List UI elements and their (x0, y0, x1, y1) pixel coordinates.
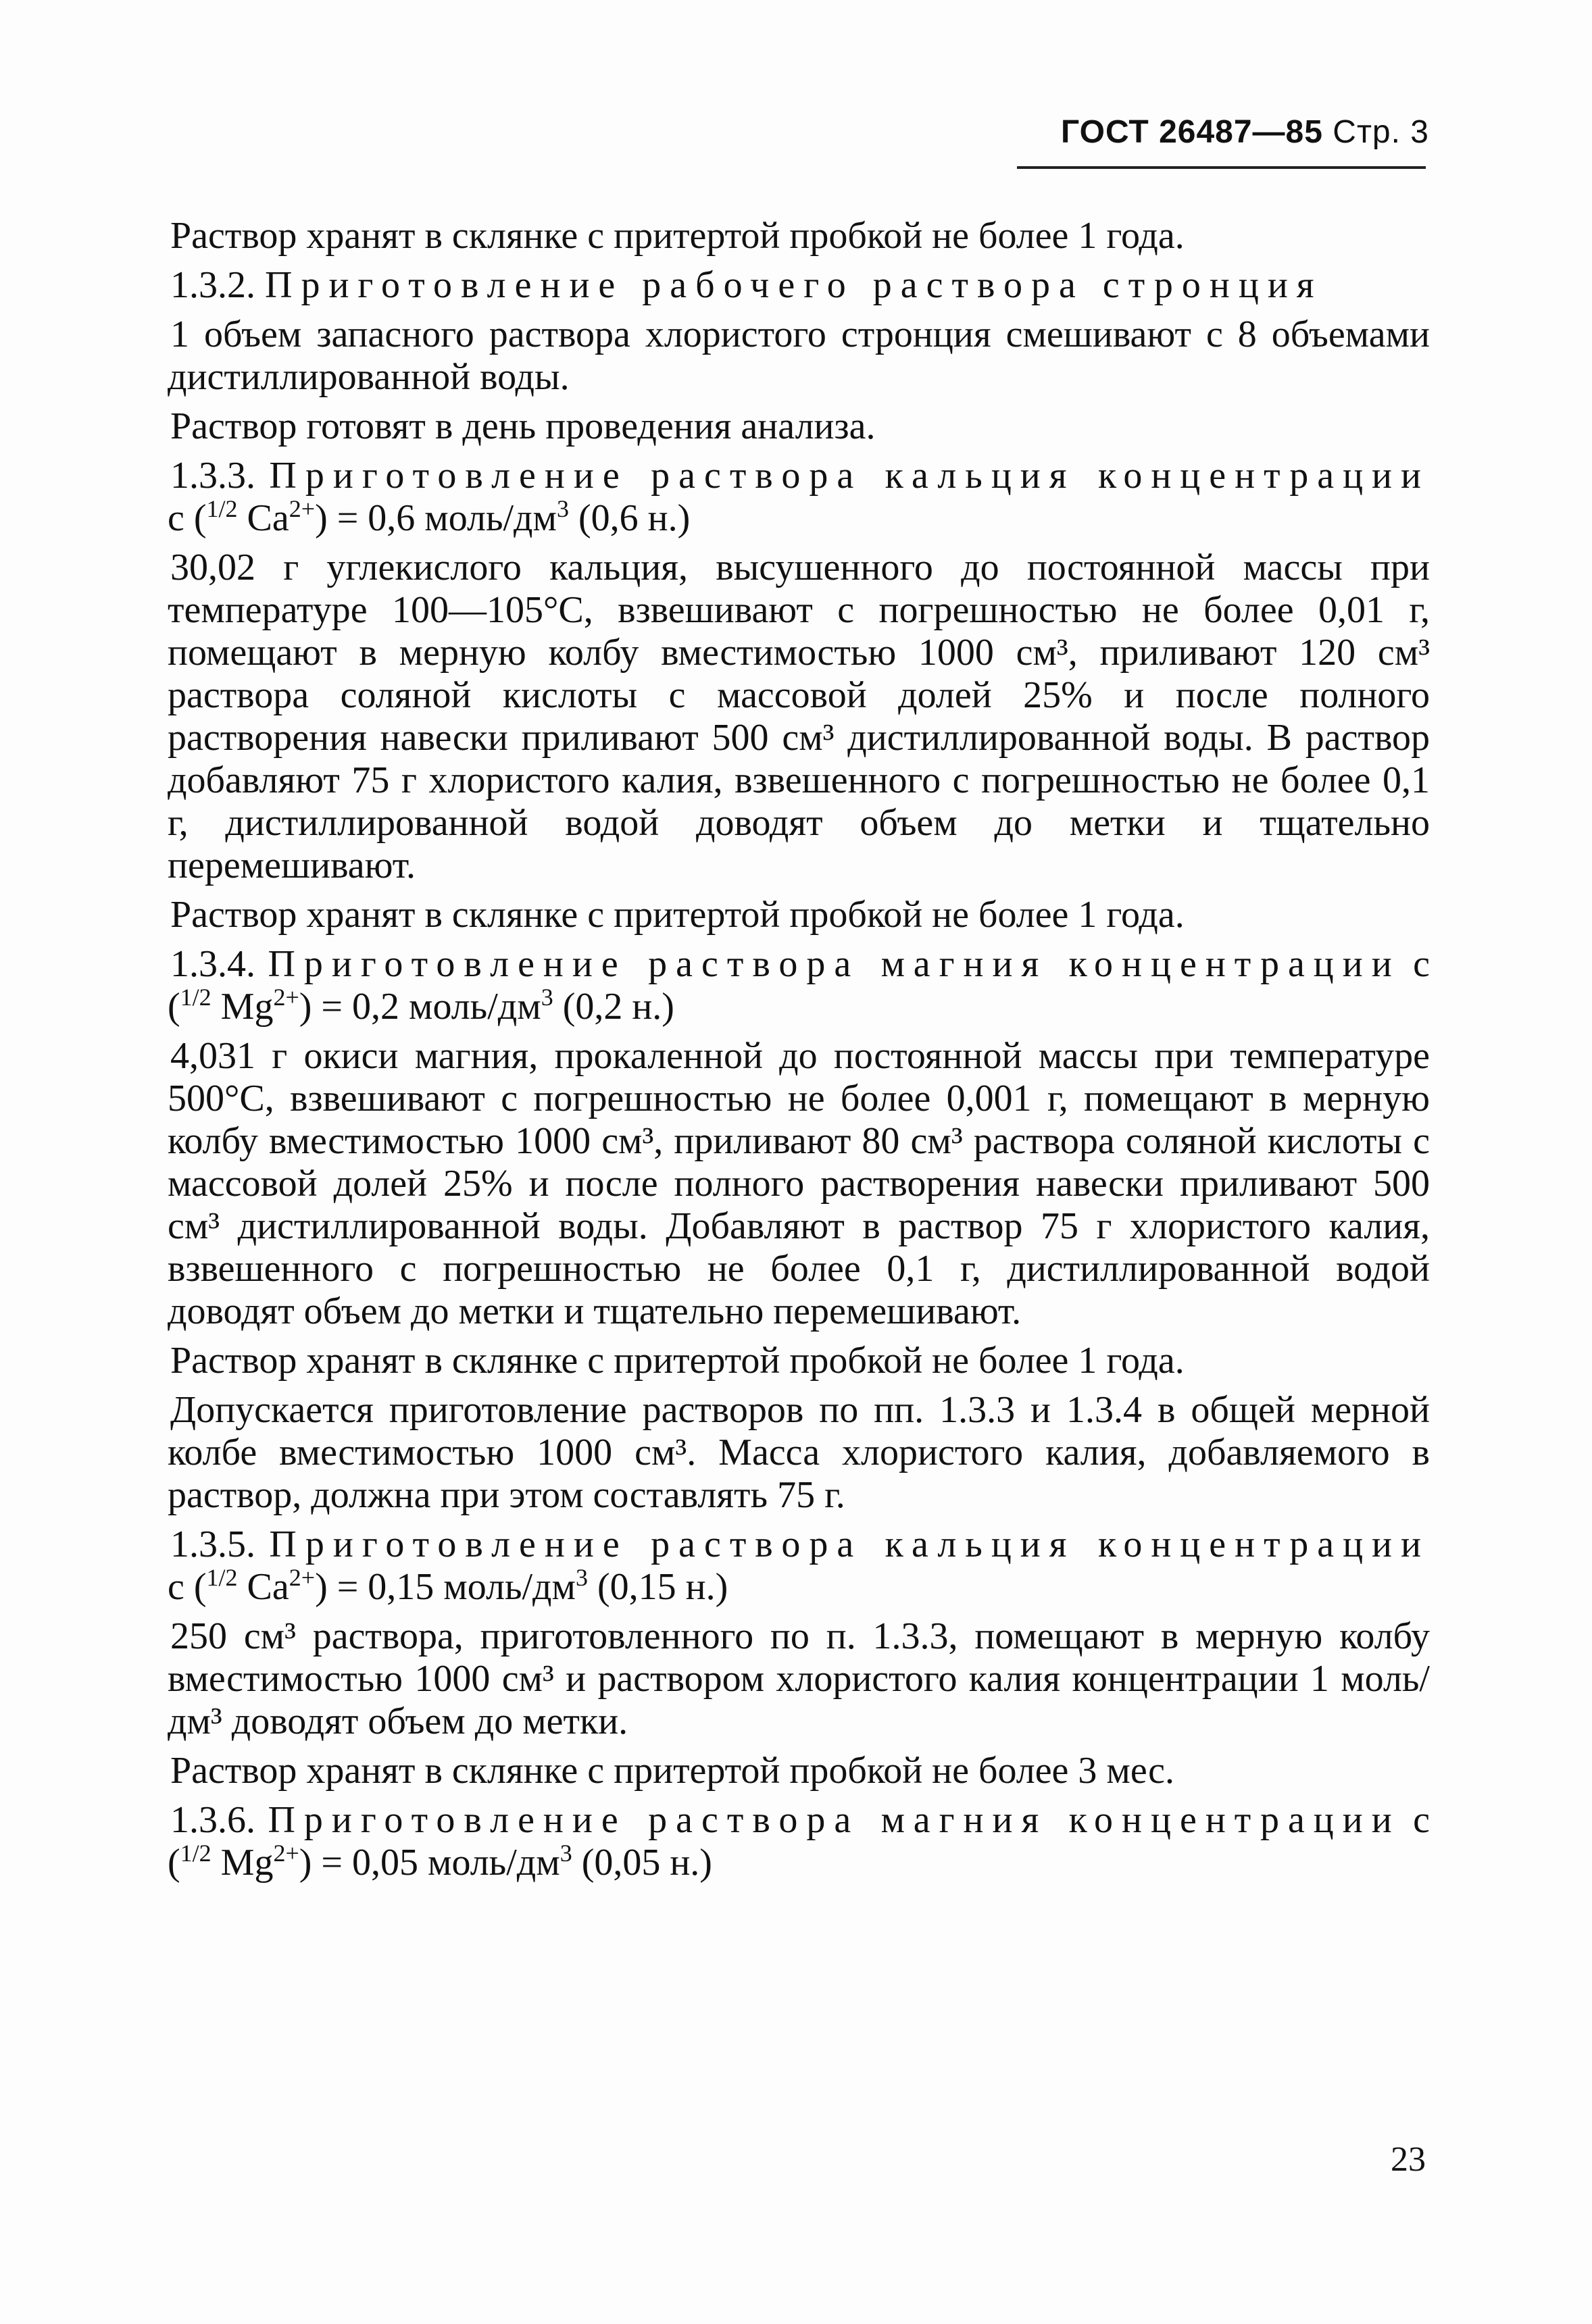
section-heading-1-3-5 (168, 1523, 1430, 1609)
formula: с ($^{1/2}$ $Ca^{2+}) = 0,15$ моль/$дм^3$ (0,15 н.) (168, 1564, 728, 1608)
section-heading-1-3-6 (168, 1799, 1430, 1884)
paragraph: Допускается приготовление растворов по пп. 1.3.3 и 1.3.4 в общей мерной колбе вместимостью 1000 см³. Масса хлористого калия, добавляемого в раствор, должна при этом составлять 75 г. (168, 1389, 1430, 1516)
header-rule (1017, 166, 1426, 169)
paragraph: Раствор хранят в склянке с притертой пробкой не более 1 года. (170, 894, 1185, 936)
section-number: 1.3.4. (170, 943, 255, 985)
paragraph: Раствор хранят в склянке с притертой пробкой не более 3 мес. (170, 1750, 1174, 1792)
section-heading-1-3-4 (168, 943, 1430, 1028)
section-number: 1.3.2. (170, 264, 255, 306)
paragraph: 30,02 г углекислого кальция, высушенного до постоянной массы при температуре 100—105°С, взвешивают с погрешностью не более 0,01 г, помещают в мерную колбу вместимостью 1000 см³, приливают 120 см³ раствора соляной кислоты с массовой долей 25% и после полного растворения навески приливают 500 см³ дистиллированной воды. В раствор добавляют 75 г хлористого калия, взвешенного с погрешностью не более 0,1 г, дистиллированной водой доводят объем до метки и тщательно перемешивают. (168, 547, 1430, 886)
section-number: 1.3.6. (170, 1799, 255, 1841)
page-number: 23 (1391, 2140, 1426, 2179)
formula: с ($^{1/2}$ $Mg^{2+}) = 0,2$ моль/$дм^3$ (0,2 н.) (168, 943, 1431, 1028)
paragraph: 4,031 г окиси магния, прокаленной до постоянной массы при температуре 500°С, взвешивают с погрешностью не более 0,001 г, помещают в мерную колбу вместимостью 1000 см³, приливают 80 см³ раствора соляной кислоты с массовой долей 25% и после полного растворения навески приливают 500 см³ дистиллированной воды. Добавляют в раствор 75 г хлористого калия, взвешенного с погрешностью не более 0,1 г, дистиллированной водой доводят объем до метки и тщательно перемешивают. (168, 1035, 1430, 1332)
paragraph: 250 см³ раствора, приготовленного по п. 1.3.3, помещают в мерную колбу вместимостью 1000 см³ и раствором хлористого калия концентрации 1 моль/дм³ доводят объем до метки. (168, 1615, 1430, 1742)
paragraph: Раствор хранят в склянке с притертой пробкой не более 1 года. (170, 215, 1185, 257)
section-title: Приготовление раствора кальция концентрации (269, 455, 1430, 497)
formula: с ($^{1/2}$ $Ca^{2+}) = 0,6$ моль/$дм^3$ (0,6 н.) (168, 495, 691, 539)
section-title: Приготовление раствора кальция концентрации (269, 1523, 1430, 1565)
page-label: Стр. 3 (1333, 114, 1429, 150)
section-title: Приготовление раствора магния концентрации (268, 1799, 1401, 1841)
section-title: Приготовление рабочего раствора стронция (265, 264, 1323, 306)
paragraph: Раствор готовят в день проведения анализа. (170, 405, 876, 447)
paragraph: Раствор хранят в склянке с притертой пробкой не более 1 года. (170, 1340, 1185, 1382)
section-title: Приготовление раствора магния концентрации (268, 943, 1401, 985)
section-number: 1.3.3. (170, 455, 255, 497)
formula: с ($^{1/2}$ $Mg^{2+}) = 0,05$ моль/$дм^3$ (0,05 н.) (168, 1799, 1431, 1884)
standard-number: ГОСТ 26487—85 (1061, 114, 1323, 150)
section-number: 1.3.5. (170, 1523, 255, 1565)
paragraph: 1 объем запасного раствора хлористого стронция смешивают с 8 объемами дистиллированной воды. (168, 313, 1430, 398)
page-header (1051, 113, 1429, 151)
section-heading-1-3-3 (168, 455, 1430, 540)
section-heading-1-3-2 (168, 264, 1430, 307)
document-body (168, 215, 1430, 1891)
